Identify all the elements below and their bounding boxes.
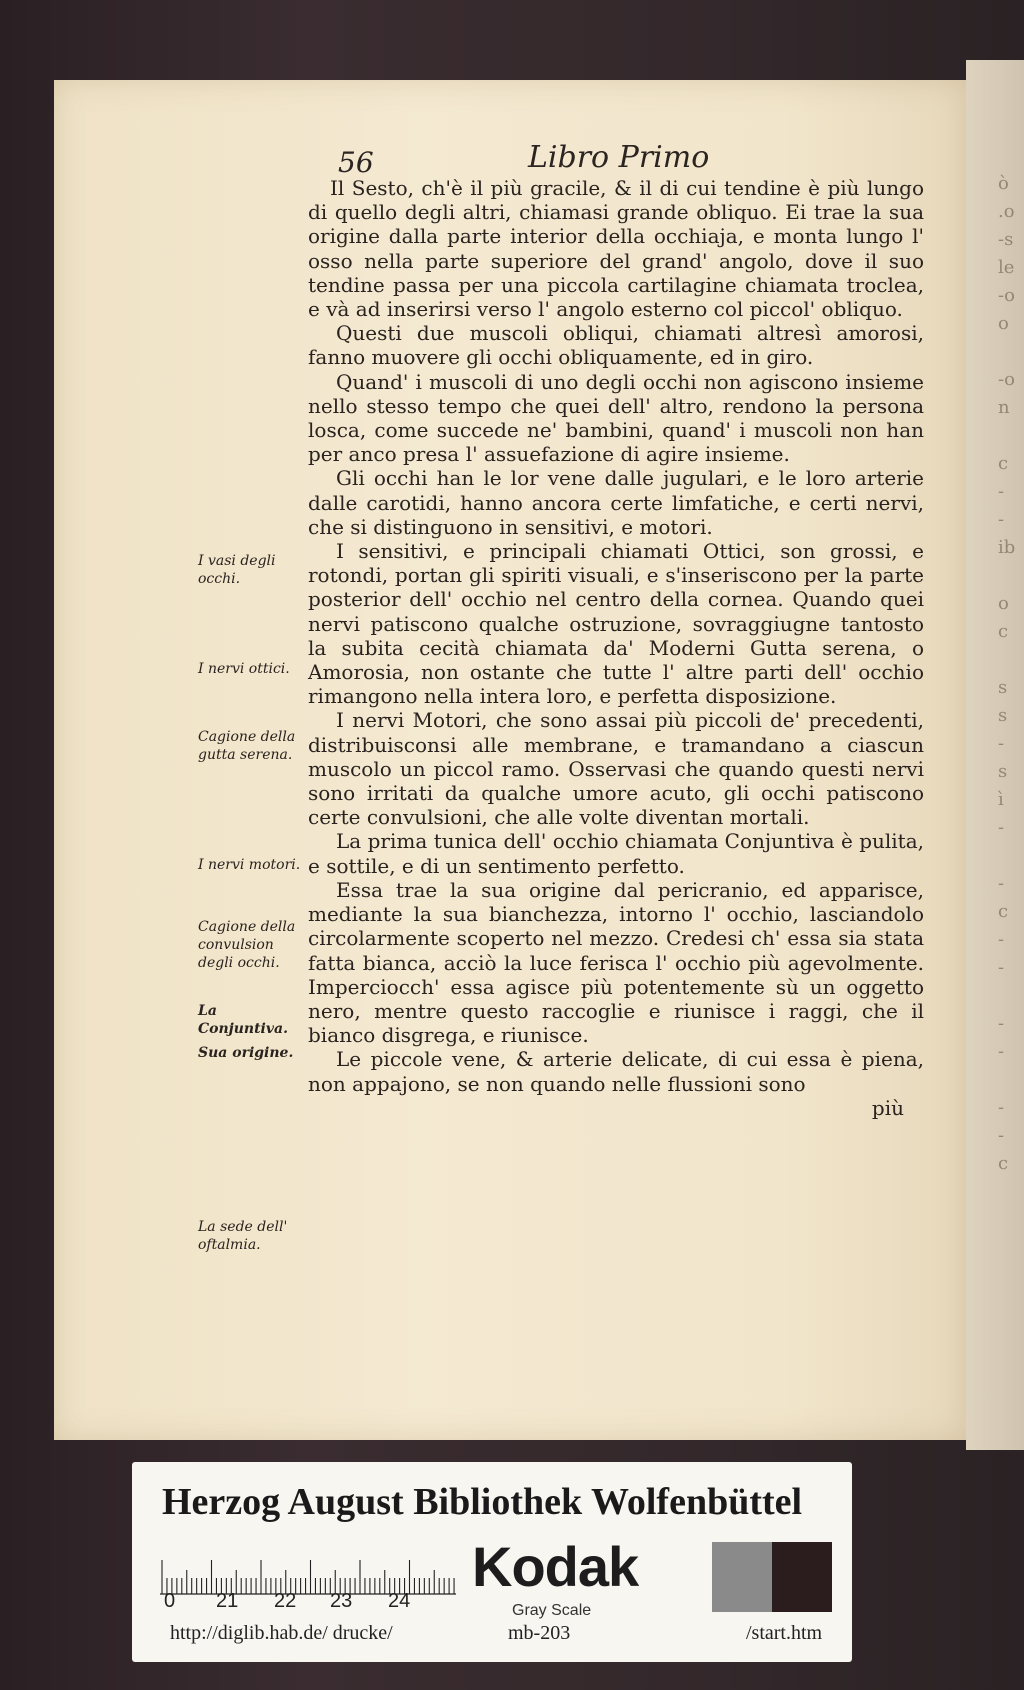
kodak-logo: Kodak	[472, 1535, 639, 1598]
gray-scale-label: Gray Scale	[512, 1602, 592, 1619]
marginal-note: La sede dell' oftalmia.	[198, 1219, 288, 1253]
ruler-labels	[160, 1590, 460, 1614]
scale-ruler	[160, 1544, 456, 1596]
marginal-note: I nervi motori.	[198, 857, 301, 873]
paragraph: Gli occhi han le lor vene dalle jugulari, e le loro arterie dalle carotidi, hanno ancora certe limfatiche, e certi nervi, che si distinguono in sensitivi, e motori.	[308, 466, 924, 539]
marginal-note: La Conjuntiva.	[198, 1003, 288, 1037]
paragraph: La prima tunica dell' occhio chiamata Conjuntiva è pulita, e sottile, e di un sentimento perfetto.	[308, 829, 924, 878]
paragraph: I nervi Motori, che sono assai più piccoli de' precedenti, distribuisconsi alle membrane, e tramandano a ciascun muscolo un piccol ramo. Osservasi che quando questi nervi sono irritati da qualche umore acuto, gli occhi patiscono certe convulsioni, che alle volte diventan mortali.	[308, 708, 924, 830]
url-right: /start.htm	[746, 1622, 823, 1644]
url-mid: mb-203	[508, 1622, 571, 1644]
bleed-through-letters: ò .o -s le -o o -o n c - - ib o c s s - s ì - - c - - - - - - c	[998, 173, 1016, 1174]
paragraph: Le piccole vene, & arterie delicate, di cui essa è piena, non appajono, se non quando nelle flussioni sono	[308, 1047, 924, 1096]
marginal-note: Sua origine.	[198, 1045, 294, 1061]
marginal-note: Cagione della convulsion degli occhi.	[198, 919, 296, 971]
gray-swatch-dark	[772, 1542, 832, 1612]
paragraph: I sensitivi, e principali chiamati Ottici, son grossi, e rotondi, portan gli spiriti visuali, e s'inseriscono per la parte posterior dell' occhio nel centro della cornea. Quando quei nervi patiscono qualche ostruzione, sovraggiugne tantosto la subita cecità chiamata da' Moderni Gutta serena, o Amorosia, non ostante che tutte l' altre parti dell' occhio rimangono nella intera loro, e perfetta disposizione.	[308, 539, 924, 709]
url-left: http://diglib.hab.de/ drucke/	[170, 1622, 393, 1644]
ruler-label: 0	[164, 1590, 176, 1612]
ruler-label: 21	[216, 1590, 239, 1612]
paragraph: Essa trae la sua origine dal pericranio, ed apparisce, mediante la sua bianchezza, intorno l' occhio, lasciandolo circolarmente scoperto nel mezzo. Credesi ch' essa sia stata fatta bianca, acciò la luce ferisca l' occhio più agevolmente. Imperciocch' essa agisce più potentemente sù un oggetto nero, mentre questo raccoglie e riunisce i raggi, che il bianco disgrega, e riunisce.	[308, 877, 924, 1048]
paragraph: Il Sesto, ch'è il più gracile, & il di cui tendine è più lungo di quello degli altri, chiamasi grande obliquo. Ei trae la sua origine dalla parte interior della occhiaja, e monta lungo l' osso nella parte superiore del grand' angolo, dove il suo tendine passa per una piccola cartilagine chiamata troclea, e và ad inserirsi verso l' angolo esterno col piccol' obliquo.	[308, 176, 924, 322]
marginal-note: I vasi degli occhi.	[198, 553, 276, 587]
ruler-label: 23	[330, 1590, 353, 1612]
marginal-note: I nervi ottici.	[198, 661, 290, 677]
catchword: più	[871, 1095, 904, 1120]
page-header	[338, 140, 758, 180]
ruler-label: 22	[274, 1590, 297, 1612]
paragraph: Quand' i muscoli di uno degli occhi non agiscono insieme nello stesso tempo che quei dell' altro, rendono la persona losca, come succede ne' bambini, quand' i muscoli non han per anco presa l' assuefazione di agire insieme.	[308, 369, 924, 467]
ruler-label: 24	[388, 1590, 411, 1612]
running-title: Libro Primo	[528, 140, 710, 175]
gray-swatch-mid	[712, 1542, 772, 1612]
marginal-note: Cagione della gutta serena.	[198, 729, 296, 763]
page-number: 56	[338, 146, 374, 179]
library-name: Herzog August Bibliothek Wolfenbüttel	[162, 1481, 803, 1523]
digitization-target-strip	[132, 1462, 852, 1662]
main-text	[308, 176, 924, 1120]
paragraph: Questi due muscoli obliqui, chiamati altresì amorosi, fanno muovere gli occhi obliquamente, ed in giro.	[308, 321, 924, 370]
